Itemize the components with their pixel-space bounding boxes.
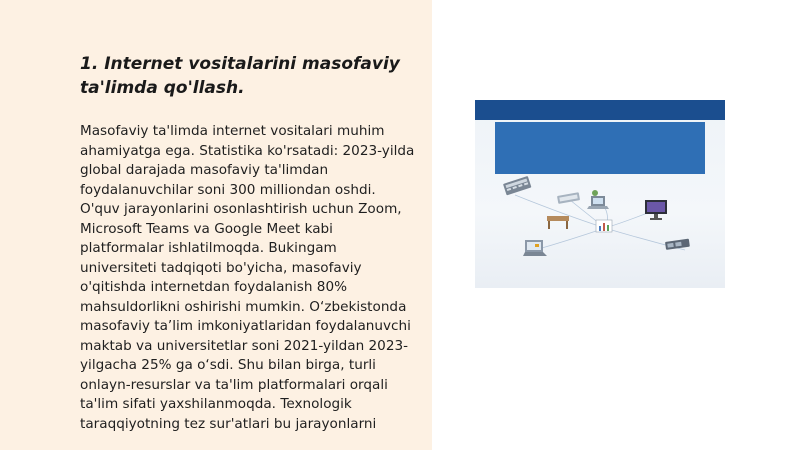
laptop-icon <box>587 190 609 209</box>
slide-body-text: Masofaviy ta'limda internet vositalari muhim ahamiyatga ega. Statistika ko'rsatadi: 2023-yilda global darajada masofaviy ta'limdan foydalanuvchilar soni 300 milliondan oshdi. O'quv jarayonlarini osonlashtirish uchun Zoom, Microsoft Teams va Google Meet kabi platformalar ishlatilmoqda. Bukingam universiteti tadqiqoti bo'yicha, masofaviy o'qitishda internetdan foydalanish 80% mahsuldorlikni oshirishi mumkin. O‘zbekistonda masofaviy ta’lim imkoniyatlaridan foydalanuvchi maktab va universitetlar soni 2021-yildan 2023-yilgacha 25% ga o‘sdi. Shu bilan birga, turli onlayn-resurslar va ta'lim platformalari orqali ta'lim sifati yaxshilanmoqda. Texnologik taraqqiyotning tez sur'atlari bu jarayonlarni <box>80 123 415 432</box>
illustration-image <box>475 100 725 288</box>
keyboard-icon <box>557 192 580 204</box>
computer-icon <box>523 240 547 256</box>
slide-title: 1. Internet vositalarini masofaviy ta'limda qo'llash. <box>80 54 400 98</box>
figure-network-graphic <box>475 100 725 288</box>
chart-icon <box>596 220 612 232</box>
network-icon <box>665 239 690 250</box>
desk-icon <box>547 216 569 229</box>
monitor-icon <box>645 200 667 220</box>
calculator-icon <box>503 176 531 195</box>
